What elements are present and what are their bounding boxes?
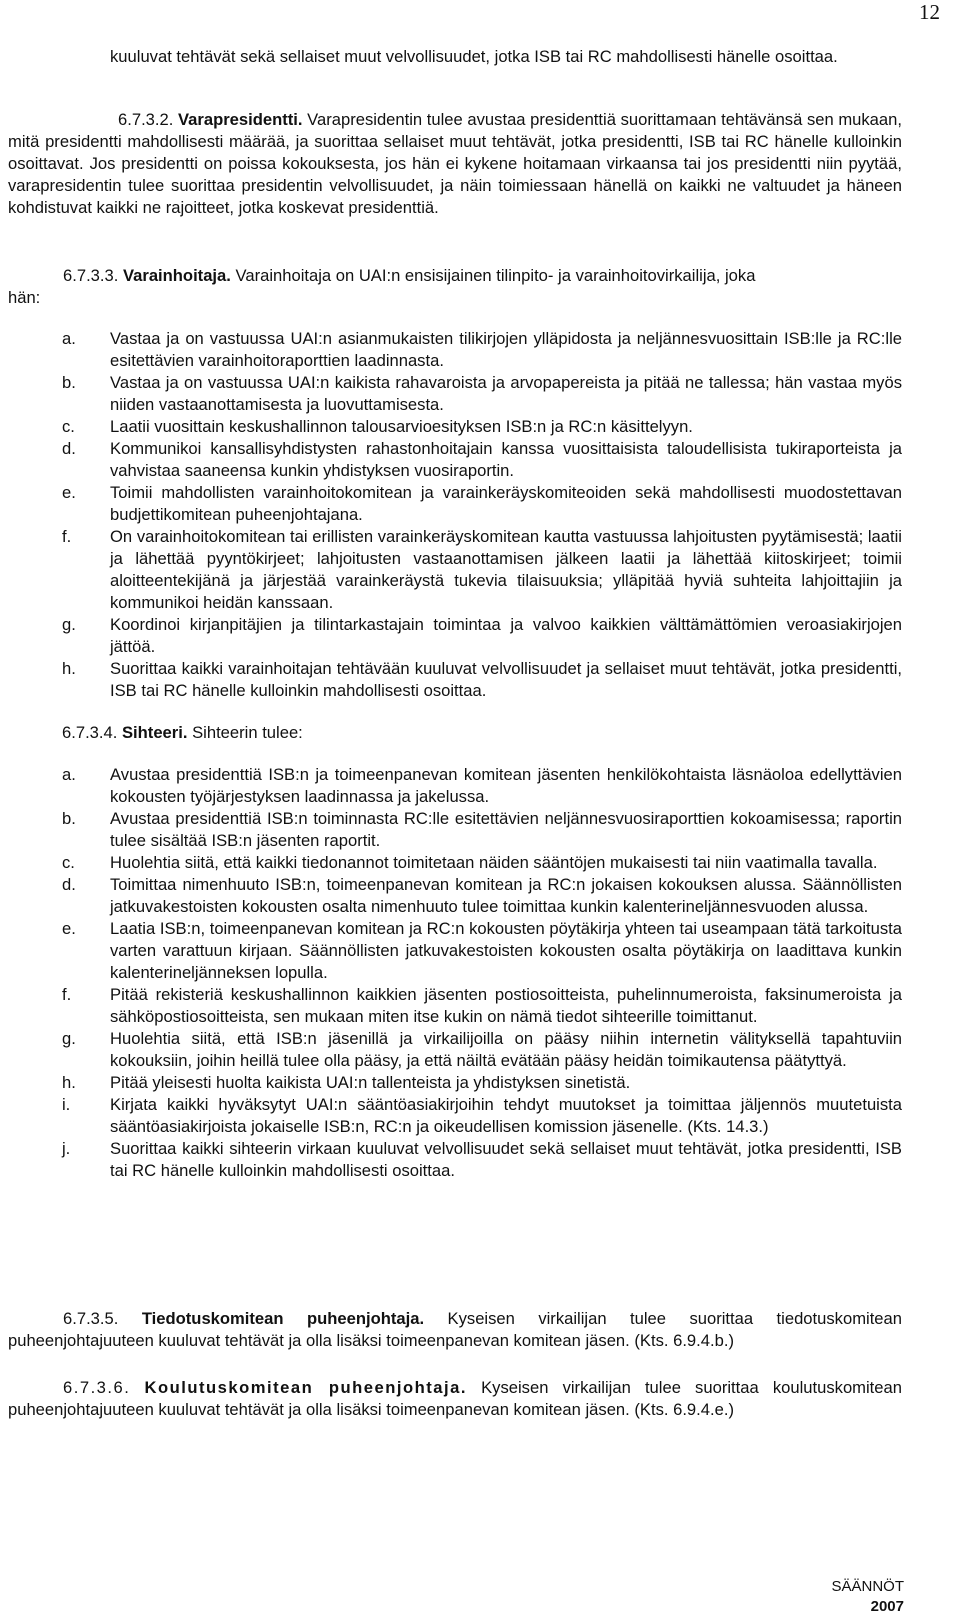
list-item (62, 918, 902, 984)
list-item (62, 1138, 902, 1182)
section-number: 6.7.3.3. (63, 266, 119, 285)
list-item-marker: e. (62, 483, 76, 502)
list-item-text: Avustaa presidenttiä ISB:n ja toimeenpanevan komitean jäsenten henkilökohtaista läsnäoloa edellyttävien kokousten työjärjestyksen laadinnassa ja jakelussa. (110, 765, 902, 806)
list-item-marker: f. (62, 527, 72, 546)
list-item-text: Pitää yleisesti huolta kaikista UAI:n tallenteista ja yhdistyksen sinetistä. (110, 1073, 631, 1092)
list-item-text: Suorittaa kaikki varainhoitajan tehtävään kuuluvat velvollisuudet ja sellaiset muut tehtävät, jotka presidentti, ISB tai RC hänelle kulloinkin mahdollisesti osoittaa. (110, 659, 902, 700)
list-item-text: Huolehtia siitä, että ISB:n jäsenillä ja virkailijoilla on pääsy niihin internetin välityksellä tapahtuviin kokouksiin, joihin heillä tulee olla pääsy, ja että näiltä evätään pääsy heidän toimikautensa päätyttyä. (110, 1029, 902, 1070)
list-item-text: Huolehtia siitä, että kaikki tiedonannot toimitetaan näiden sääntöjen mukaisesti tai niin vaatimalla tavalla. (110, 853, 878, 872)
section-number: 6.7.3.4. (62, 723, 118, 742)
section-6-7-3-6 (8, 1377, 902, 1421)
list-item (62, 874, 902, 918)
list-item-marker: b. (62, 373, 76, 392)
list-item-text: Suorittaa kaikki sihteerin virkaan kuuluvat velvollisuudet sekä sellaiset muut tehtävät, jotka presidentti, ISB tai RC hänelle kulloinkin mahdollisesti osoittaa. (110, 1139, 902, 1180)
footer-title: SÄÄNNÖT (831, 1578, 904, 1595)
section-6-7-3-2 (8, 109, 902, 219)
list-item (62, 372, 902, 416)
section-6-7-3-5 (8, 1308, 902, 1352)
section-6-7-3-3 (8, 265, 902, 309)
page-number: 12 (919, 0, 940, 24)
section-number: 6.7.3.2. (118, 110, 174, 129)
secretary-duties-list (62, 764, 902, 1182)
section-text: Sihteerin tulee: (192, 723, 303, 742)
list-item (62, 1072, 902, 1094)
list-item-marker: i. (62, 1095, 71, 1114)
list-item-marker: h. (62, 659, 76, 678)
section-heading: Varapresidentti. (178, 110, 303, 129)
list-item-marker: a. (62, 329, 76, 348)
list-item-marker: d. (62, 875, 76, 894)
list-item-text: Laatii vuosittain keskushallinnon talousarvioesityksen ISB:n ja RC:n käsittelyyn. (110, 417, 693, 436)
list-item-text: Koordinoi kirjanpitäjien ja tilintarkastajain toimintaa ja valvoo kaikkien välttämättömien veroasiakirjojen jättöä. (110, 615, 902, 656)
footer (831, 1577, 904, 1617)
list-item (62, 438, 902, 482)
section-text-line1: Varainhoitaja on UAI:n ensisijainen tilinpito- ja varainhoitovirkailija, joka (235, 266, 756, 285)
list-item (62, 984, 902, 1028)
list-item-text: Vastaa ja on vastuussa UAI:n kaikista rahavaroista ja arvopapereista ja pitää ne tallessa; hän vastaa myös niiden vastaanottamisesta ja luovuttamisesta. (110, 373, 902, 414)
list-item-marker: h. (62, 1073, 76, 1092)
list-item (62, 1094, 902, 1138)
section-number: 6.7.3.6. (63, 1378, 131, 1397)
section-heading: Tiedotuskomitean puheenjohtaja. (141, 1309, 425, 1328)
section-text: Varapresidentin tulee avustaa presidenttiä suorittamaan tehtävänsä sen mukaan, mitä presidentti mahdollisesti määrää, ja suorittaa sellaiset muut tehtävät, jotka presidentti, ISB tai RC hänelle kulloinkin osoittavat. Jos presidentti on poissa kokouksesta, jos hän ei kykene hoitamaan virkaansa tai jos presidentti niin pyytää, varapresidentin tulee suorittaa presidentin velvollisuudet, ja näin toimiessaan hänellä on kaikki ne valtuudet ja häneen kohdistuvat kaikki ne rajoitteet, jotka koskevat presidenttiä. (8, 110, 902, 217)
list-item-text: Vastaa ja on vastuussa UAI:n asianmukaisten tilikirjojen ylläpidosta ja neljännesvuosittain ISB:lle ja RC:lle esitettävien varainhoitoraporttien laadinnasta. (110, 329, 902, 370)
list-item (62, 658, 902, 702)
list-item (62, 614, 902, 658)
section-number: 6.7.3.5. (63, 1309, 119, 1328)
list-item-marker: g. (62, 1029, 76, 1048)
list-item-marker: j. (62, 1139, 71, 1158)
list-item-text: Avustaa presidenttiä ISB:n toiminnasta RC:lle esitettävien neljännesvuosiraporttien kokoamisessa; raportin tulee sisältää ISB:n jäsenten raportit. (110, 809, 902, 850)
list-item-text: Toimii mahdollisten varainhoitokomitean ja varainkeräyskomiteoiden sekä mahdollisesti muodostettavan budjettikomitean puheenjohtajana. (110, 483, 902, 524)
footer-year: 2007 (870, 1598, 904, 1615)
list-item-marker: d. (62, 439, 76, 458)
list-item-text: Toimittaa nimenhuuto ISB:n, toimeenpanevan komitean ja RC:n jokaisen kokouksen alussa. Säännöllisten jatkuvakestoisten kokousten osalta nimenhuuto tulee toimittaa kunkin kalenterineljännesvuoden alussa. (110, 875, 902, 916)
list-item-text: Kommunikoi kansallisyhdistysten rahastonhoitajain kanssa vuosittaisista taloudellisista tukiraporteista ja vahvistaa saaneensa kunkin yhdistyksen vuosiraportin. (110, 439, 902, 480)
list-item-text: Kirjata kaikki hyväksytyt UAI:n sääntöasiakirjoihin tehdyt muutokset ja toimittaa jäljennös muutetuista sääntöasiakirjoista jokaiselle ISB:n, RC:n ja oikeudellisen komission jäsenelle. (Kts. 14.3.) (110, 1095, 902, 1136)
section-text: Kyseisen virkailijan tulee suorittaa tiedotuskomitean puheenjohtajuuteen kuuluvat tehtävät ja olla lisäksi toimeenpanevan komitean jäsen. (Kts. 6.9.4.b.) (8, 1309, 902, 1350)
section-heading: Varainhoitaja. (122, 266, 231, 285)
intro-text: kuuluvat tehtävät sekä sellaiset muut velvollisuudet, jotka ISB tai RC mahdollisesti hänelle osoittaa. (110, 47, 838, 66)
list-item-text: Pitää rekisteriä keskushallinnon kaikkien jäsenten postiosoitteista, puhelinnumeroista, faksinumeroista ja sähköpostiosoitteista, sen mukaan miten itse kukin on nämä tiedot sihteerille toimittanut. (110, 985, 902, 1026)
section-text: Kyseisen virkailijan tulee suorittaa koulutuskomitean puheenjohtajuuteen kuuluvat tehtävät ja olla lisäksi toimeenpanevan komitean jäsen. (Kts. 6.9.4.e.) (8, 1378, 902, 1419)
list-item-marker: c. (62, 417, 75, 436)
section-6-7-3-4 (62, 722, 902, 744)
list-item (62, 526, 902, 614)
section-text-line2: hän: (8, 288, 41, 307)
section-heading: Sihteeri. (121, 723, 188, 742)
section-heading: Koulutuskomitean puheenjohtaja. (144, 1378, 467, 1397)
list-item-marker: e. (62, 919, 76, 938)
list-item-marker: f. (62, 985, 72, 1004)
list-item (62, 1028, 902, 1072)
list-item-marker: a. (62, 765, 76, 784)
list-item-text: On varainhoitokomitean tai erillisten varainkeräyskomitean kautta vastuussa lahjoitusten pyytämisestä; laatii ja lähettää pyyntökirjeet; lahjoitusten vastaanottamisen jälkeen laatii ja lähettää kiitoskirjeet; toimii aloitteentekijänä ja järjestää varainkeräystä tukevia tilaisuuksia; ylläpitää hyviä suhteita lahjoittajiin ja kommunikoi heidän kanssaan. (110, 527, 902, 612)
list-item-marker: b. (62, 809, 76, 828)
list-item (62, 808, 902, 852)
list-item-marker: g. (62, 615, 76, 634)
intro-paragraph (110, 46, 902, 68)
list-item (62, 764, 902, 808)
list-item (62, 416, 902, 438)
list-item (62, 482, 902, 526)
list-item (62, 328, 902, 372)
list-item (62, 852, 902, 874)
list-item-marker: c. (62, 853, 75, 872)
treasurer-duties-list (62, 328, 902, 702)
list-item-text: Laatia ISB:n, toimeenpanevan komitean ja RC:n kokousten pöytäkirja yhteen tai useampaan tätä tarkoitusta varten varattuun kirjaan. Säännöllisten jatkuvakestoisten kokousten osalta pöytäkirja on laadittava kunkin kalenterineljänneksen lopulla. (110, 919, 902, 982)
